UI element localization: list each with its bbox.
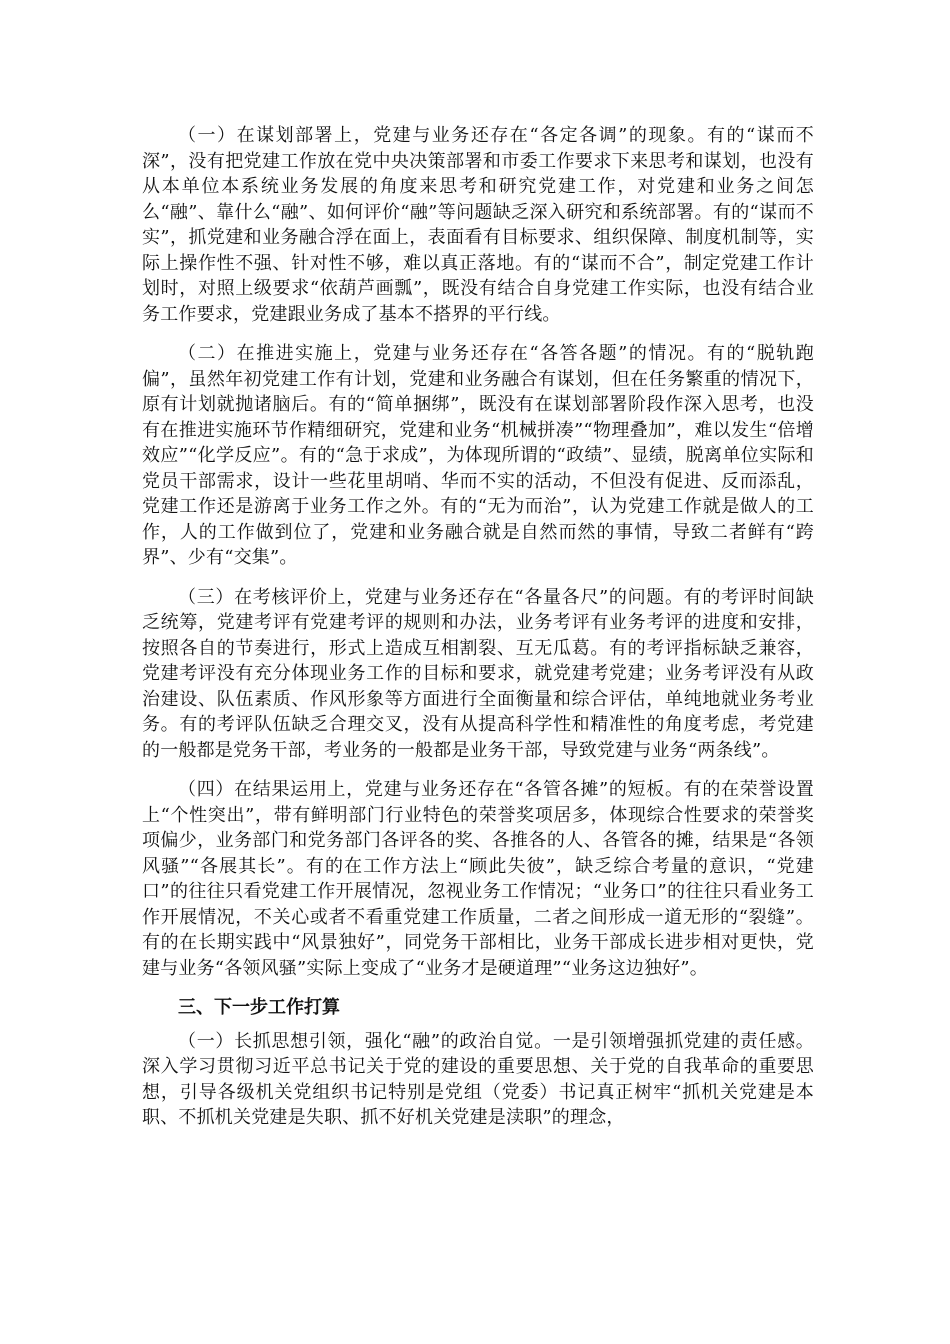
paragraph-implementation: （二）在推进实施上，党建与业务还存在“各答各题”的情况。有的“脱轨跑偏”，虽然年初党建工作有计划，党建和业务融合有谋划，但在任务繁重的情况下，原有计划就抛诸脑后。有的“简单捆绑”，既没有在谋划部署阶段作深入思考，也没有在推进实施环节作精细研究，党建和业务“机械拼凑”“物理叠加”，难以发生“倍增效应”“化学反应”。有的“急于求成”，为体现所谓的“政绩”、显绩，脱离单位实际和党员干部需求，设计一些花里胡哨、华而不实的活动，不但没有促进、反而添乱，党建工作还是游离于业务工作之外。有的“无为而治”，认为党建工作就是做人的工作，人的工作做到位了，党建和业务融合就是自然而然的事情，导致二者鲜有“跨界”、少有“交集”。 <box>142 343 814 568</box>
paragraph-next-steps: （一）长抓思想引领，强化“融”的政治自觉。一是引领增强抓党建的责任感。深入学习贯彻习近平总书记关于党的建设的重要思想、关于党的自我革命的重要思想，引导各级机关党组织书记特别是党组（党委）书记真正树牢“抓机关党建是本职、不抓机关党建是失职、抓不好机关党建是渎职”的理念， <box>142 1030 814 1128</box>
paragraph-planning: （一）在谋划部署上，党建与业务还存在“各定各调”的现象。有的“谋而不深”，没有把党建工作放在党中央决策部署和市委工作要求下来思考和谋划，也没有从本单位本系统业务发展的角度来思考和研究党建工作，对党建和业务之间怎么“融”、靠什么“融”、如何评价“融”等问题缺乏深入研究和系统部署。有的“谋而不实”，抓党建和业务融合浮在面上，表面看有目标要求、组织保障、制度机制等，实际上操作性不强、针对性不够，难以真正落地。有的“谋而不合”，制定党建工作计划时，对照上级要求“依葫芦画瓢”，既没有结合自身党建工作实际，也没有结合业务工作要求，党建跟业务成了基本不搭界的平行线。 <box>142 125 814 325</box>
document-body <box>142 123 814 1131</box>
section-heading: 三、下一步工作打算 <box>178 997 340 1018</box>
paragraph-results: （四）在结果运用上，党建与业务还存在“各管各摊”的短板。有的在荣誉设置上“个性突出”，带有鲜明部门行业特色的荣誉奖项居多，体现综合性要求的荣誉奖项偏少，业务部门和党务部门各评各的奖、各推各的人、各管各的摊，结果是“各领风骚”“各展其长”。有的在工作方法上“顾此失彼”，缺乏综合考量的意识，“党建口”的往往只看党建工作开展情况，忽视业务工作情况；“业务口”的往往只看业务工作开展情况，不关心或者不看重党建工作质量，二者之间形成一道无形的“裂缝”。有的在长期实践中“风景独好”，同党务干部相比，业务干部成长进步相对更快，党建与业务“各领风骚”实际上变成了“业务才是硬道理”“业务这边独好”。 <box>142 779 814 979</box>
paragraph-evaluation: （三）在考核评价上，党建与业务还存在“各量各尺”的问题。有的考评时间缺乏统筹，党建考评有党建考评的规则和办法，业务考评有业务考评的进度和安排，按照各自的节奏进行，形式上造成互相割裂、互无瓜葛。有的考评指标缺乏兼容，党建考评没有充分体现业务工作的目标和要求，就党建考党建；业务考评没有从政治建设、队伍素质、作风形象等方面进行全面衡量和综合评估，单纯地就业务考业务。有的考评队伍缺乏合理交叉，没有从提高科学性和精准性的角度考虑，考党建的一般都是党务干部，考业务的一般都是业务干部，导致党建与业务“两条线”。 <box>142 586 814 761</box>
